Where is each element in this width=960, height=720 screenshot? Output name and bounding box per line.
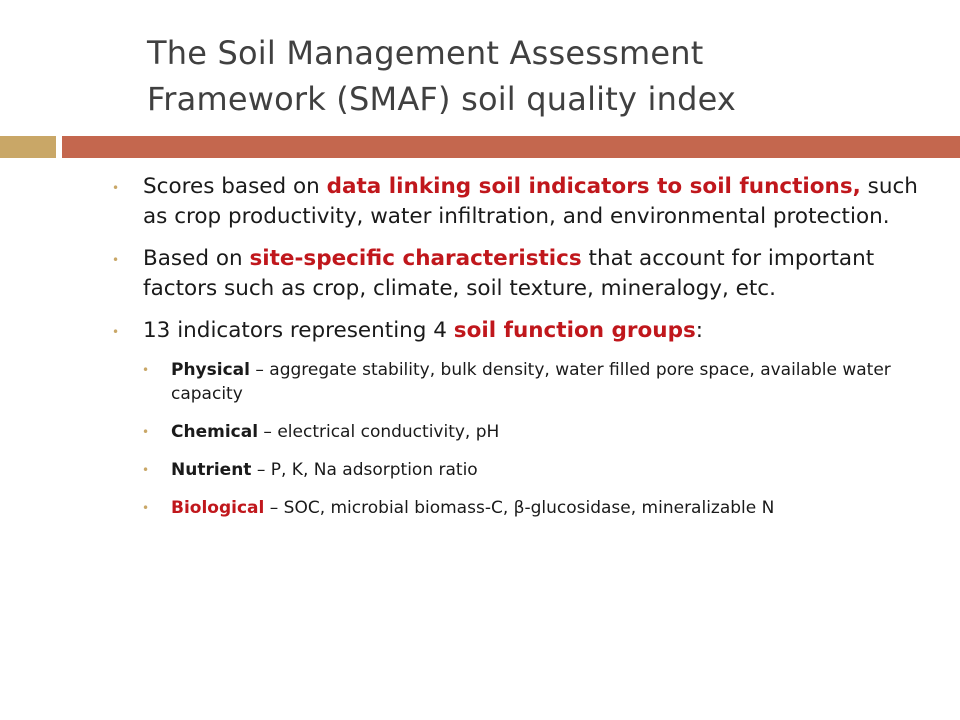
slide-body bbox=[112, 172, 932, 534]
slide-title-line-1: The Soil Management Assessment bbox=[147, 34, 704, 72]
subbullet-term: Nutrient bbox=[171, 460, 252, 480]
bullet-dot-icon: • bbox=[112, 181, 120, 195]
subbullet-term: Physical bbox=[171, 360, 250, 380]
accent-bar-rust bbox=[62, 136, 960, 158]
bullet-indicators bbox=[112, 316, 932, 346]
bullet-text: Scores based on bbox=[143, 174, 327, 199]
accent-bar-gold bbox=[0, 136, 56, 158]
subbullet-text: – electrical conductivity, pH bbox=[258, 422, 500, 442]
bullet-highlight: site-specific characteristics bbox=[249, 246, 582, 271]
subbullet-term: Biological bbox=[171, 498, 265, 518]
subbullet-nutrient bbox=[112, 458, 932, 482]
subbullet-biological bbox=[112, 496, 932, 520]
subbullet-text: – P, K, Na adsorption ratio bbox=[251, 460, 478, 480]
bullet-dot-icon: • bbox=[112, 325, 120, 339]
bullet-scores bbox=[112, 172, 932, 232]
subbullet-term: Chemical bbox=[171, 422, 259, 442]
bullet-site-specific bbox=[112, 244, 932, 304]
bullet-text: such as crop productivity, water infiltration, and environmental protection. bbox=[143, 174, 918, 229]
bullet-text: Based on bbox=[143, 246, 250, 271]
bullet-dot-icon: • bbox=[142, 425, 150, 439]
subbullet-physical bbox=[112, 358, 932, 406]
bullet-dot-icon: • bbox=[112, 253, 120, 267]
subbullet-text: – SOC, microbial biomass-C, β-glucosidase, mineralizable N bbox=[264, 498, 775, 518]
bullet-highlight: soil function groups bbox=[453, 318, 696, 343]
slide-title bbox=[147, 30, 927, 122]
subbullet-text: – aggregate stability, bulk density, water filled pore space, available water capacity bbox=[171, 360, 891, 404]
bullet-dot-icon: • bbox=[142, 463, 150, 477]
bullet-highlight: data linking soil indicators to soil functions, bbox=[326, 174, 861, 199]
subbullet-chemical bbox=[112, 420, 932, 444]
slide-title-line-2: Framework (SMAF) soil quality index bbox=[147, 80, 737, 118]
bullet-dot-icon: • bbox=[142, 363, 150, 377]
bullet-dot-icon: • bbox=[142, 501, 150, 515]
bullet-text: : bbox=[695, 318, 704, 343]
bullet-text: 13 indicators representing 4 bbox=[143, 318, 454, 343]
bullet-text: that account for important factors such as crop, climate, soil texture, mineralogy, etc. bbox=[143, 246, 875, 301]
